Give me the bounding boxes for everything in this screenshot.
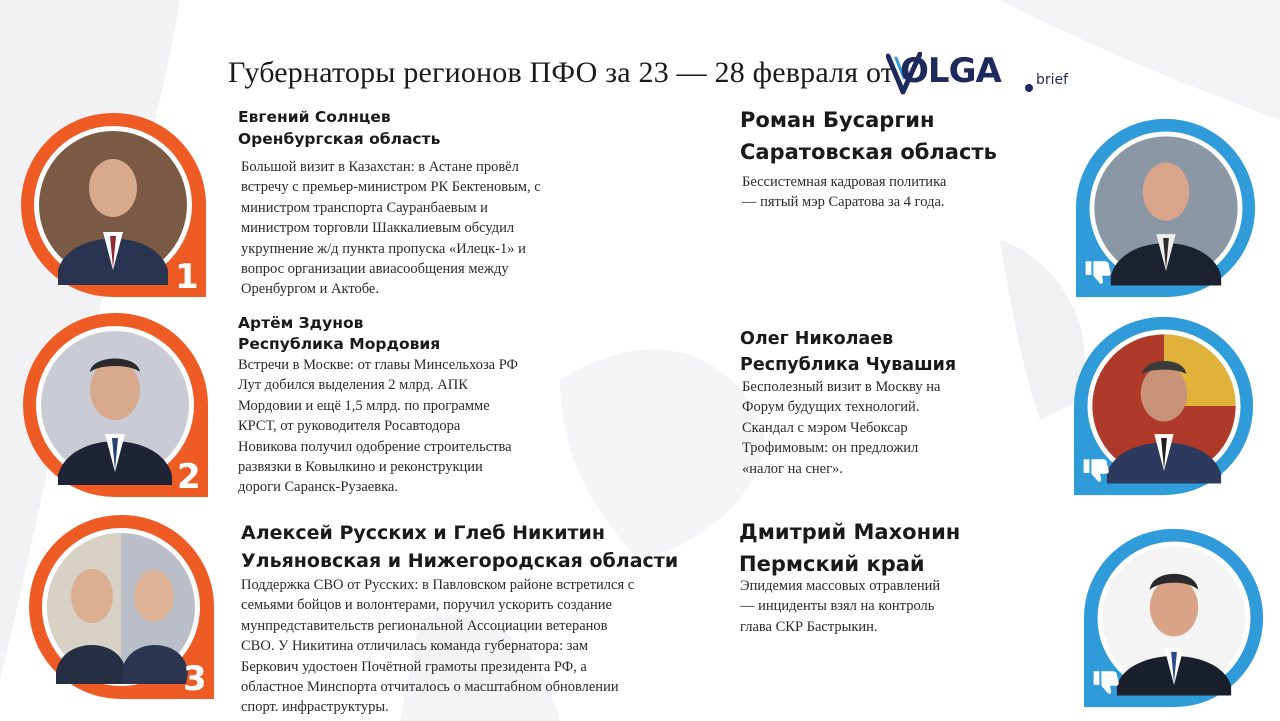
leader-card-6 — [739, 516, 960, 637]
logo-suffix: brief — [1036, 72, 1069, 88]
logo-dot — [1025, 84, 1033, 92]
leader-region: Оренбургская область — [238, 130, 441, 149]
photo-frame-6 — [1082, 526, 1266, 710]
leader-description: Эпидемия массовых отравлений — инциденты взял на контроль глава СКР Бастрыкин. — [740, 578, 941, 635]
leader-card-3 — [241, 519, 678, 718]
leader-region: Республика Чувашия — [740, 355, 957, 375]
leader-card-5 — [740, 326, 956, 479]
logo-text: OLGA — [900, 51, 1001, 91]
leader-description: Поддержка СВО от Русских: в Павловском районе встретился с семьями бойцов и волонтерами, поручил ускорить создание мунпредставительств региональной Ассоциации ветеранов СВО. У Никитина отличилась команда губернатора: зам Беркович удостоен Почётной грамоты президента РФ, а областное Минспорта отчиталось о масштабном обновлении спорт. инфраструктуры. — [241, 577, 635, 716]
page-title: Губернаторы регионов ПФО за 23 — 28 февраля от — [228, 56, 895, 89]
photo-frame-3 — [26, 512, 216, 702]
leader-name: Артём Здунов — [238, 314, 364, 332]
leader-card-2 — [238, 313, 518, 498]
rank-badge-3: 3 — [183, 659, 207, 699]
leader-name: Евгений Солнцев — [238, 108, 391, 126]
leader-name: Алексей Русских и Глеб Никитин — [241, 522, 605, 544]
leader-region: Ульяновская и Нижегородская области — [241, 550, 679, 572]
leader-description: Бесполезный визит в Москву на Форум будущих технологий. Скандал с мэром Чебоксар Трофимовым: он предложил «налог на снег». — [742, 379, 941, 477]
photo-frame-1 — [18, 110, 208, 300]
leader-region: Пермский край — [739, 552, 925, 576]
leader-name: Олег Николаев — [740, 329, 894, 349]
leader-name: Роман Бусаргин — [740, 108, 935, 132]
leader-region: Саратовская область — [740, 140, 997, 164]
leader-card-4 — [740, 104, 997, 213]
leader-description: Большой визит в Казахстан: в Астане провёл встречу с премьер-министром РК Бектеновым, с министром транспорта Сауранбаевым и министром торговли Шаккалиевым обсудил укрупнение ж/д пункта пропуска «Илецк-1» и вопрос организации авиасообщения между Оренбургом и Актобе. — [241, 158, 541, 298]
rank-badge-2: 2 — [177, 457, 201, 497]
volga-brief-logo — [886, 52, 1086, 98]
leader-description: Встречи в Москве: от главы Минсельхоза РФ Лут добился выделения 2 млрд. АПК Мордовии и ещё 1,5 млрд. по программе КРСТ, от руководителя Росавтодора Новикова получил одобрение строительства развязки в Ковылкино и реконструкции дороги Саранск-Рузаевка. — [238, 357, 519, 496]
rank-badge-1: 1 — [175, 257, 199, 297]
leader-name: Дмитрий Махонин — [739, 520, 961, 544]
leader-region: Республика Мордовия — [238, 335, 441, 353]
photo-frame-5 — [1072, 314, 1256, 498]
leader-card-1 — [238, 106, 541, 300]
leader-description: Бессистемная кадровая политика — пятый мэр Саратова за 4 года. — [742, 174, 947, 211]
photo-frame-4 — [1074, 116, 1258, 300]
photo-frame-2 — [20, 310, 210, 500]
